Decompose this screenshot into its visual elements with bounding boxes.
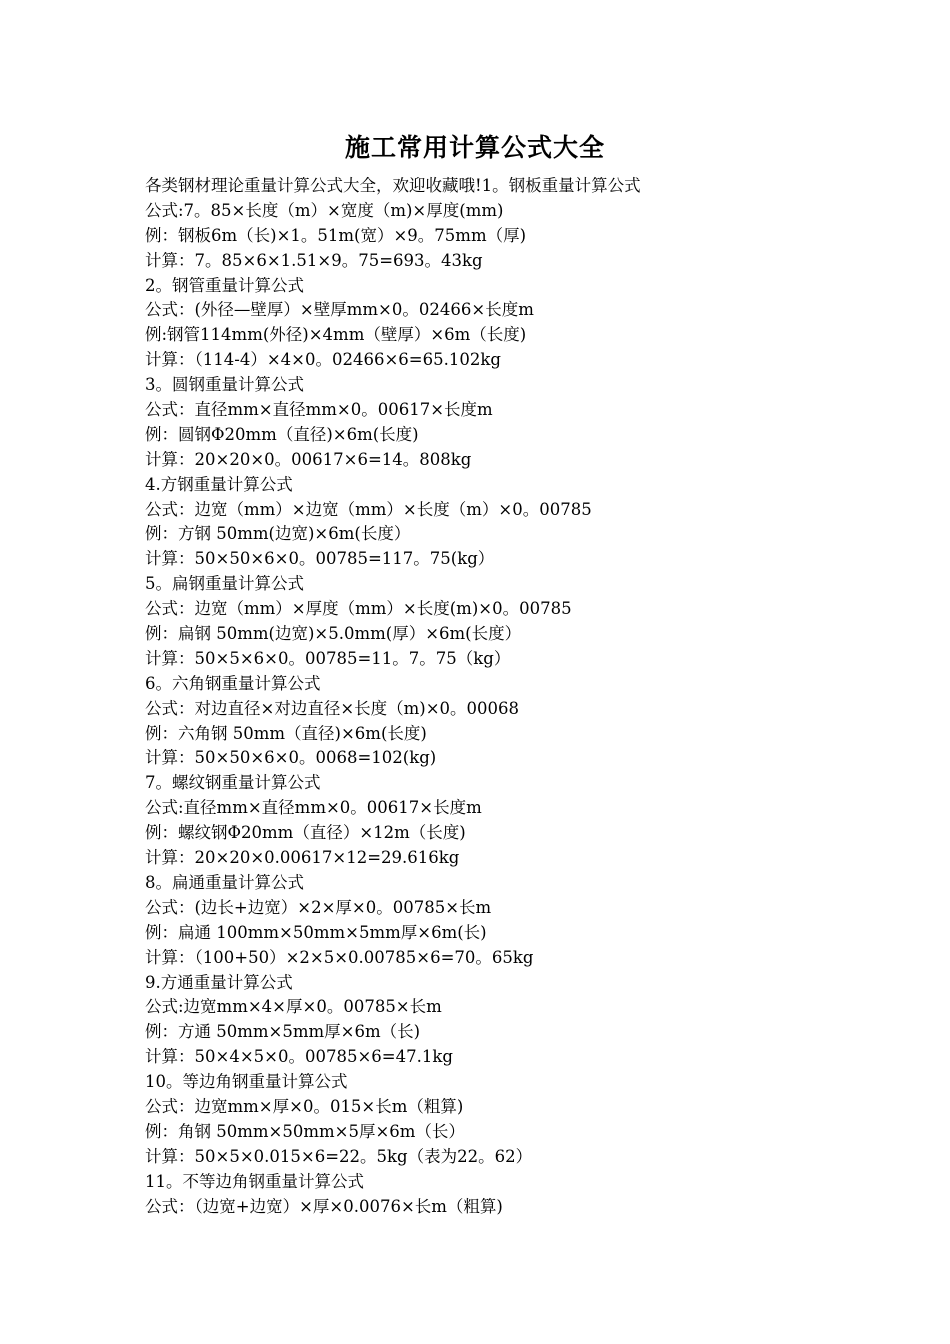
text-line: 计算：（100+50）×2×5×0.00785×6=70。65kg [145,947,534,967]
text-line: 计算：7。85×6×1.51×9。75=693。43kg [145,250,483,270]
text-line: 计算：50×5×0.015×6=22。5kg（表为22。62） [145,1146,533,1166]
text-line: 例：螺纹钢Φ20mm（直径）×12m（长度) [145,823,466,843]
text-line: 例：扁钢 50mm(边宽)×5.0mm(厚）×6m(长度） [145,624,522,644]
text-line: 3。圆钢重量计算公式 [145,375,304,395]
text-line: 公式：边宽（mm）×边宽（mm）×长度（m）×0。00785 [145,499,592,519]
text-line: 5。扁钢重量计算公式 [145,574,304,594]
text-line: 11。不等边角钢重量计算公式 [145,1171,364,1191]
text-line: 公式：直径mm×直径mm×0。00617×长度m [145,400,493,420]
text-line: 各类钢材理论重量计算公式大全，欢迎收藏哦!1。钢板重量计算公式 [145,176,641,195]
document-body [145,174,905,1219]
text-line: 例：六角钢 50mm（直径)×6m(长度) [145,723,427,743]
text-line: 例：圆钢Φ20mm（直径)×6m(长度) [145,424,419,444]
text-line: 例：扁通 100mm×50mm×5mm厚×6m(长) [145,922,487,942]
text-line: 计算：20×20×0.00617×12=29.616kg [145,848,460,868]
text-line: 公式:7。85×长度（m）×宽度（m)×厚度(mm) [145,200,504,220]
text-line: 8。扁通重量计算公式 [145,872,304,892]
text-line: 10。等边角钢重量计算公式 [145,1072,348,1092]
text-line: 公式：(外径—壁厚）×壁厚mm×0。02466×长度m [145,300,534,320]
text-line: 例:钢管114mm(外径)×4mm（壁厚）×6m（长度) [145,325,527,345]
text-line: 4.方钢重量计算公式 [145,474,293,494]
text-line: 公式:边宽mm×4×厚×0。00785×长m [145,997,442,1017]
document-title: 施工常用计算公式大全 [344,133,605,162]
text-line: 计算：（114-4）×4×0。02466×6=65.102kg [145,350,501,370]
text-line: 例：钢板6m（长)×1。51m(宽）×9。75mm（厚) [145,225,527,245]
text-line: 计算：50×4×5×0。00785×6=47.1kg [145,1047,453,1067]
text-line: 公式：（边宽+边宽）×厚×0.0076×长m（粗算) [145,1196,503,1216]
text-line: 7。螺纹钢重量计算公式 [145,773,321,793]
text-line: 2。钢管重量计算公式 [145,275,304,295]
text-line: 6。六角钢重量计算公式 [145,673,321,693]
text-line: 计算：50×50×6×0。00785=117。75(kg） [145,549,495,569]
text-line: 公式：(边长+边宽）×2×厚×0。00785×长m [145,897,492,917]
text-line: 9.方通重量计算公式 [145,972,293,992]
text-line: 公式:直径mm×直径mm×0。00617×长度m [145,798,482,818]
text-line: 例：方钢 50mm(边宽)×6m(长度） [145,524,411,544]
text-line: 计算：50×5×6×0。00785=11。7。75（kg） [145,648,511,668]
text-line: 例：方通 50mm×5mm厚×6m（长) [145,1022,421,1042]
text-line: 公式：对边直径×对边直径×长度（m)×0。00068 [145,698,520,718]
text-line: 例：角钢 50mm×50mm×5厚×6m（长） [145,1121,465,1141]
text-line: 计算：50×50×6×0。0068=102(kg) [145,748,437,768]
text-line: 公式：边宽（mm）×厚度（mm）×长度(m)×0。00785 [145,599,572,619]
text-line: 计算：20×20×0。00617×6=14。808kg [145,449,472,469]
text-line: 公式：边宽mm×厚×0。015×长m（粗算) [145,1096,464,1116]
